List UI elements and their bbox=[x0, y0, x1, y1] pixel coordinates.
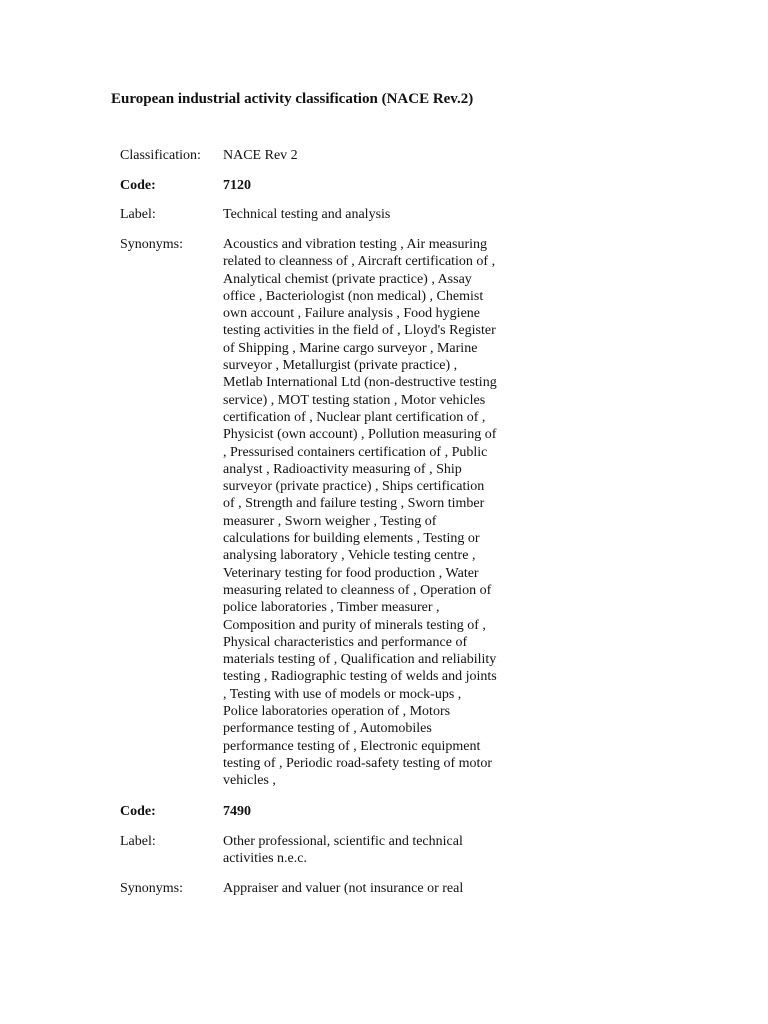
entry-synonyms bbox=[120, 236, 540, 790]
entry-label: Label: bbox=[120, 834, 156, 849]
entry-label: Classification: bbox=[120, 148, 201, 163]
entry-code bbox=[120, 177, 540, 194]
entry-code bbox=[120, 803, 540, 820]
document-title: European industrial activity classification (NACE Rev.2) bbox=[111, 91, 474, 107]
entry-label-row bbox=[120, 833, 540, 868]
entry-value: Technical testing and analysis bbox=[223, 207, 391, 222]
entry-value: Appraiser and valuer (not insurance or real bbox=[223, 881, 464, 896]
entry-label: Code: bbox=[120, 178, 156, 193]
entry-value: 7490 bbox=[223, 804, 251, 819]
entry-value: Other professional, scientific and technical activities n.e.c. bbox=[223, 834, 463, 867]
entry-label: Synonyms: bbox=[120, 237, 184, 252]
entry-value: 7120 bbox=[223, 178, 251, 193]
entry-label: Code: bbox=[120, 804, 156, 819]
entry-value: Acoustics and vibration testing , Air measuring related to cleanness of , Aircraft certification of , Analytical chemist (private practice) , Assay office , Bacteriologist (non medical) , Chemist own account , Failure analysis , Food hygiene testing activities in the field of , Lloyd's Register of Shipping , Marine cargo surveyor , Marine surveyor , Metallurgist (private practice) , Metlab International Ltd (non-destructive testing service) , MOT testing station , Motor vehicles certification of , Nuclear plant certification of , Physicist (own account) , Pollution measuring of , Pressurised containers certification of , Public analyst , Radioactivity measuring of , Ship surveyor (private practice) , Ships certification of , Strength and failure testing , Sworn timber measurer , Sworn weigher , Testing of calculations for building elements , Testing or analysing laboratory , Vehicle testing centre , Veterinary testing for food production , Water measuring related to cleanness of , Operation of police laboratories , Timber measurer , Composition and purity of minerals testing of , Physical characteristics and performance of materials testing of , Qualification and reliability testing , Radiographic testing of welds and joints , Testing with use of models or mock-ups , Police laboratories operation of , Motors performance testing of , Automobiles performance testing of , Electronic equipment testing of , Periodic road-safety testing of motor vehicles , bbox=[223, 237, 497, 789]
entry-label: Synonyms: bbox=[120, 881, 184, 896]
entry-label: Label: bbox=[120, 207, 156, 222]
entry-label-row bbox=[120, 206, 540, 223]
entry-classification bbox=[120, 147, 540, 164]
entry-value: NACE Rev 2 bbox=[223, 148, 298, 163]
entry-synonyms bbox=[120, 880, 540, 897]
